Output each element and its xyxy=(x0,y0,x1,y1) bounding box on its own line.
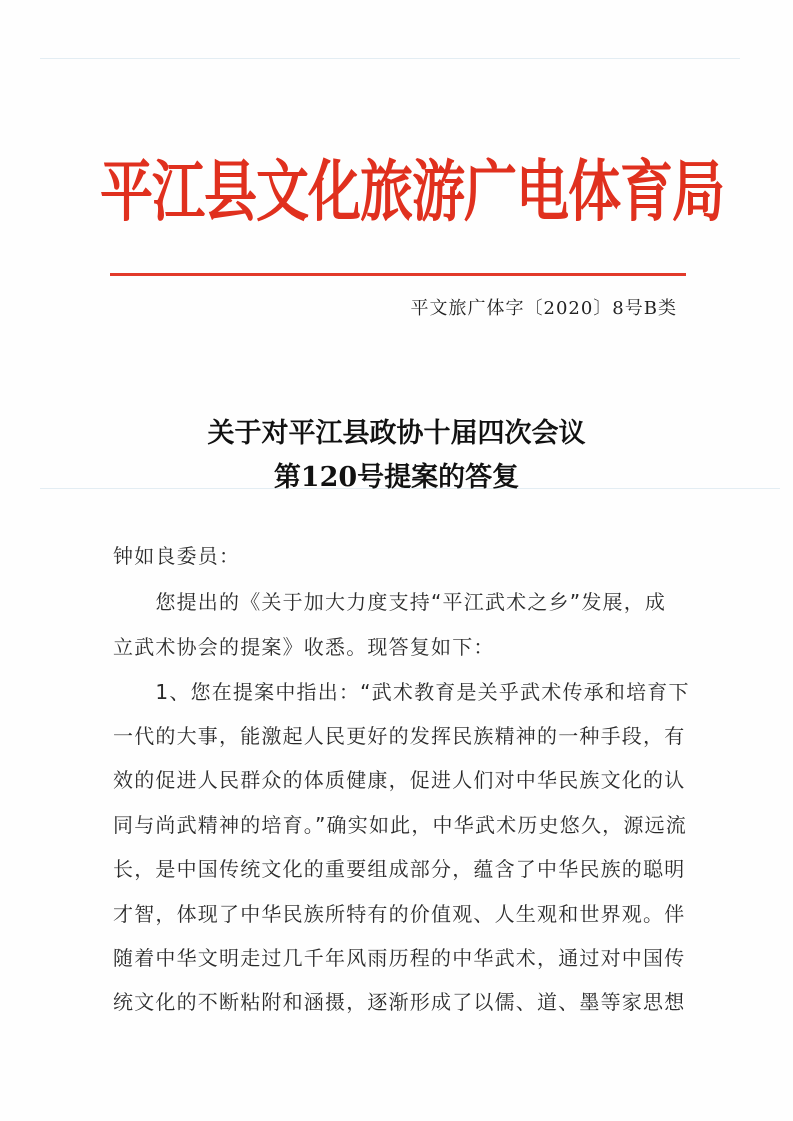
body-line: 您提出的《关于加大力度支持“平江武术之乡”发展，成 xyxy=(113,590,667,614)
red-header-rule xyxy=(110,273,686,276)
document-title-line-2: 第120号提案的答复 xyxy=(273,462,520,493)
body-line: 长，是中国传统文化的重要组成部分，蕴含了中华民族的聪明 xyxy=(113,857,686,881)
document-title-line-1: 关于对平江县政协十届四次会议 xyxy=(207,418,586,449)
body-line: 1、您在提案中指出：“武术教育是关乎武术传承和培育下 xyxy=(113,680,690,704)
document-number: 平文旅广体字〔2020〕8号B类 xyxy=(410,298,677,319)
body-line: 效的促进人民群众的体质健康，促进人们对中华民族文化的认 xyxy=(113,768,686,792)
body-line: 统文化的不断粘附和涵摄，逐渐形成了以儒、道、墨等家思想 xyxy=(113,990,686,1014)
body-line: 一代的大事，能激起人民更好的发挥民族精神的一种手段，有 xyxy=(113,724,686,748)
agency-name-header: 平江县文化旅游广电体育局 xyxy=(100,153,724,231)
body-line: 随着中华文明走过几千年风雨历程的中华武术，通过对中国传 xyxy=(113,946,686,970)
body-line: 才智，体现了中华民族所特有的价值观、人生观和世界观。伴 xyxy=(113,902,686,926)
body-line: 同与尚武精神的培育。”确实如此，中华武术历史悠久，源远流 xyxy=(113,813,687,837)
body-line: 立武术协会的提案》收悉。现答复如下： xyxy=(113,635,495,659)
salutation: 钟如良委员： xyxy=(113,544,241,568)
scan-artifact xyxy=(40,58,740,59)
